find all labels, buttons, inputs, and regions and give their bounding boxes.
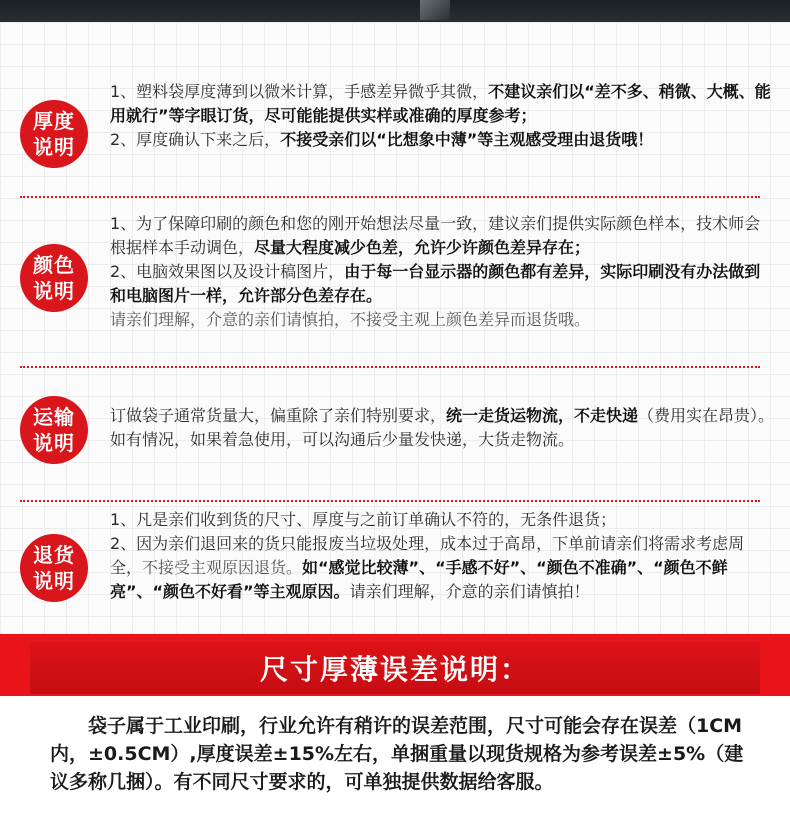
- text-emphasis: 如“感觉比较薄”、“手感不好”、“颜色不准确”、“颜色不鲜亮”、“颜色不好看”等主观原因。: [110, 558, 728, 601]
- error-banner: [0, 634, 790, 696]
- text-plain: 2、电脑效果图以及设计稿图片，: [110, 262, 345, 281]
- badge-line-2: 说明: [33, 569, 75, 593]
- text-plain: 请亲们理解，介意的亲们请慎拍！: [349, 582, 590, 601]
- badge-line-2: 说明: [33, 135, 75, 159]
- text-plain: 请亲们理解，介意的亲们请慎拍，不接受主观上颜色差异而退货哦。: [110, 310, 591, 329]
- text-emphasis: 不接受亲们以“比想象中薄”等主观感受理由退货哦！: [280, 130, 654, 149]
- dotted-divider: [20, 500, 760, 502]
- text-emphasis: 由于每一台显示器的颜色都有差异，实际印刷没有办法做到和电脑图片一样，允许部分色差存在。: [110, 262, 761, 305]
- badge-color: [20, 244, 88, 312]
- text-plain: 1、凡是亲们收到货的尺寸、厚度与之前订单确认不符的，无条件退货；: [110, 510, 617, 529]
- top-image-fragment: [420, 0, 450, 20]
- badge-line-1: 厚度: [33, 109, 75, 133]
- badge-line-1: 退货: [33, 543, 75, 567]
- text-plain: （费用实在昂贵）。如有情况，如果着急使用，可以沟通后少量发快递，大货走物流。: [110, 406, 775, 449]
- text-plain: 2、厚度确认下来之后，: [110, 130, 281, 149]
- dotted-divider: [20, 366, 760, 368]
- text-emphasis: 统一走货运物流，不走快递: [446, 406, 639, 425]
- text-line: [110, 260, 775, 308]
- text-line: [110, 212, 775, 260]
- dotted-divider: [20, 196, 760, 198]
- section-text: [110, 80, 775, 152]
- badge-line-2: 说明: [33, 431, 75, 455]
- top-image-strip: [0, 0, 790, 22]
- text-emphasis: 尽量大程度减少色差，允许少许颜色差异存在；: [254, 238, 591, 257]
- text-line: [110, 80, 775, 128]
- text-line: [110, 532, 775, 604]
- text-plain: 2、因为亲们退回来的货只能报废当垃圾处理，成本过于高昂，下单前请亲们将需求考虑周全，: [110, 534, 745, 577]
- badge-returns: [20, 534, 88, 602]
- tolerance-text: 袋子属于工业印刷，行业允许有稍许的误差范围，尺寸可能会存在误差（1CM内，±0.5CM）,厚度误差±15%左右，单捆重量以现货规格为参考误差±5%（建议多称几捆）。有不同尺寸要求的，可单独提供数据给客服。: [50, 715, 744, 793]
- badge-line-2: 说明: [33, 279, 75, 303]
- badge-thickness: [20, 100, 88, 168]
- text-emphasis: 不建议亲们以“差不多、稍微、大概、能用就行”等字眼订货，尽可能能提供实样或准确的厚度参考；: [110, 82, 771, 125]
- section-text: [110, 404, 775, 452]
- badge-line-1: 运输: [33, 405, 75, 429]
- badge-line-1: 颜色: [33, 253, 75, 277]
- text-line: [110, 508, 775, 532]
- notes-panel: [0, 22, 790, 634]
- badge-shipping: [20, 396, 88, 464]
- text-line: [110, 404, 775, 452]
- banner-title: 尺寸厚薄误差说明：: [30, 642, 760, 694]
- text-plain: 1、塑料袋厚度薄到以微米计算，手感差异微乎其微，: [110, 82, 489, 101]
- text-plain: 1、为了保障印刷的颜色和您的刚开始想法尽量一致，建议亲们提供实际颜色样本，技术师会根据样本手动调色，: [110, 214, 761, 257]
- text-line: [110, 128, 775, 152]
- text-line: [110, 308, 775, 332]
- section-text: [110, 212, 775, 332]
- text-muted: 不接受主观原因退货。: [142, 558, 303, 577]
- tolerance-note: [0, 696, 790, 836]
- section-text: [110, 508, 775, 604]
- text-plain: 订做袋子通常货量大，偏重除了亲们特别要求，: [110, 406, 447, 425]
